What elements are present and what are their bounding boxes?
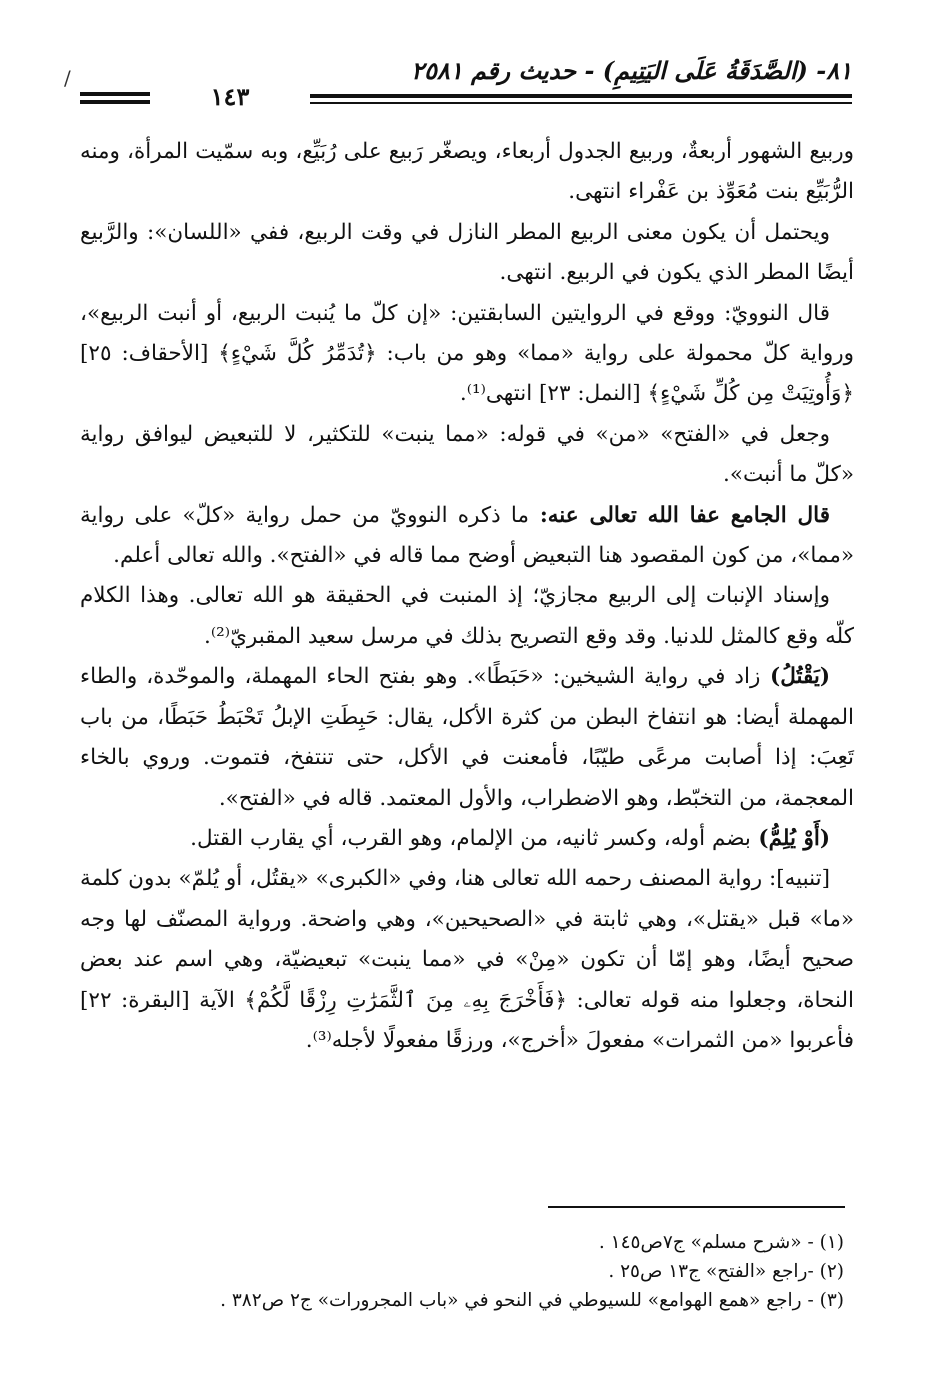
footnotes [80,1228,844,1315]
header-rule-thick [310,94,852,98]
paragraph [80,657,854,819]
header-rule-left-top [80,92,150,96]
footnote: (٣) - راجع «همع الهوامع» للسيوطي في النحو في «باب المجرورات» ج٢ ص٣٨٢ . [220,1290,844,1311]
paragraph [80,819,854,859]
page-number: ١٤٣ [210,82,250,111]
paragraph [80,496,854,577]
header-rule-left-bottom [80,100,150,104]
paragraph: ويحتمل أن يكون معنى الربيع المطر النازل في وقت الربيع، ففي «اللسان»: والرَّبيع أيضًا المطر الذي يكون في الربيع. انتهى. [80,219,854,286]
paragraph-text: بضم أوله، وكسر ثانيه، من الإلمام، وهو القرب، أي يقارب القتل. [190,825,751,851]
hadith-term-lead-in: (يَقْتُلُ) [760,664,830,690]
paragraph: وإسناد الإنبات إلى الربيع مجازيّ؛ إذ المنبت في الحقيقة هو الله تعالى. وهذا الكلام كلّه وقع كالمثل للدنيا. وقد وقع التصريح بذلك في مرسل سعيد المقبريّ⁽²⁾. [80,583,854,649]
chapter-title: ٨١- (الصَّدَقَةُ عَلَى اليَتِيمِ) - حديث رقم ٢٥٨١ [411,56,852,85]
paragraph: [تنبيه]: رواية المصنف رحمه الله تعالى هنا، وفي «الكبرى» «يقتُل، أو يُلمّ» بدون كلمة «ما» قبل «يقتل»، وهي ثابتة في «الصحيحين»، وهي واضحة. ورواية المصنّف لها وجه صحيح أيضًا، وهو إمّا أن تكون «مِنْ» في «مما ينبت» تبعيضيّة، وهي اسم عند بعض النحاة، وجعلوا منه قوله تعالى: ﴿فَأَخْرَجَ بِهِۦ مِنَ ٱلثَّمَرَٰتِ رِزْقًا لَّكُمْ﴾ الآية [البقرة: ٢٢] فأعربوا «من الثمرات» مفعولَ «أخرج»، ورزقًا مفعولًا لأجله⁽³⁾. [80,866,854,1053]
paragraph-text: ما ذكره النوويّ من حمل رواية «كلّ» على رواية «مما»، من كون المقصود هنا التبعيض أوضح مما قاله في «الفتح». والله تعالى أعلم. [80,502,854,569]
hadith-term-lead-in: (أَوْ يُلِمُّ) [750,825,830,851]
author-lead-in: قال الجامع عفا الله تعالى عنه: [528,502,830,528]
paragraph-text: زاد في رواية الشيخين: «حَبَطًا». وهو بفتح الحاء المهملة، والموحّدة، والطاء المهملة أيضا: هو انتفاخ البطن من كثرة الأكل، يقال: حَبِطَتِ الإبلُ تَحْبَطُ حَبَطًا، من باب تَعِبَ: إذا أصابت مرعًى طيّبًا، فأمعنت في الأكل، حتى تنتفخ، فتموت. وروي بالخاء المعجمة، من التخبّط، وهو الاضطراب، والأول المعتمد. قاله في «الفتح». [80,664,854,811]
main-text [80,132,854,1061]
footnote-separator [548,1206,845,1208]
page-header [64,52,852,111]
paragraph: وجعل في «الفتح» «من» في قوله: «مما ينبت» للتكثير، لا للتبعيض ليوافق رواية «كلّ ما أنبت». [80,421,854,488]
header-rule-thin [310,102,852,104]
corner-mark: / [64,66,71,90]
footnote: (١) - «شرح مسلم» ج٧ص١٤٥ . [598,1232,844,1253]
paragraph: قال النوويّ: ووقع في الروايتين السابقتين: «إن كلّ ما يُنبت الربيع، أو أنبت الربيع»، ورواية كلّ محمولة على رواية «مما» وهو من باب: ﴿تُدَمِّرُ كُلَّ شَيْءٍ﴾ [الأحقاف: ٢٥] ﴿وَأُوتِيَتْ مِن كُلِّ شَيْءٍ﴾ [النمل: ٢٣] انتهى⁽¹⁾. [80,300,854,407]
paragraph: وربيع الشهور أربعةٌ، وربيع الجدول أربعاء، ويصغّر رَبيع على رُبَيِّع، وبه سمّيت المرأة، ومنه الرُّبَيِّع بنت مُعَوِّذ بن عَفْراء انتهى. [80,139,854,205]
footnote: (٢) -راجع «الفتح» ج١٣ ص٢٥ . [608,1261,844,1282]
